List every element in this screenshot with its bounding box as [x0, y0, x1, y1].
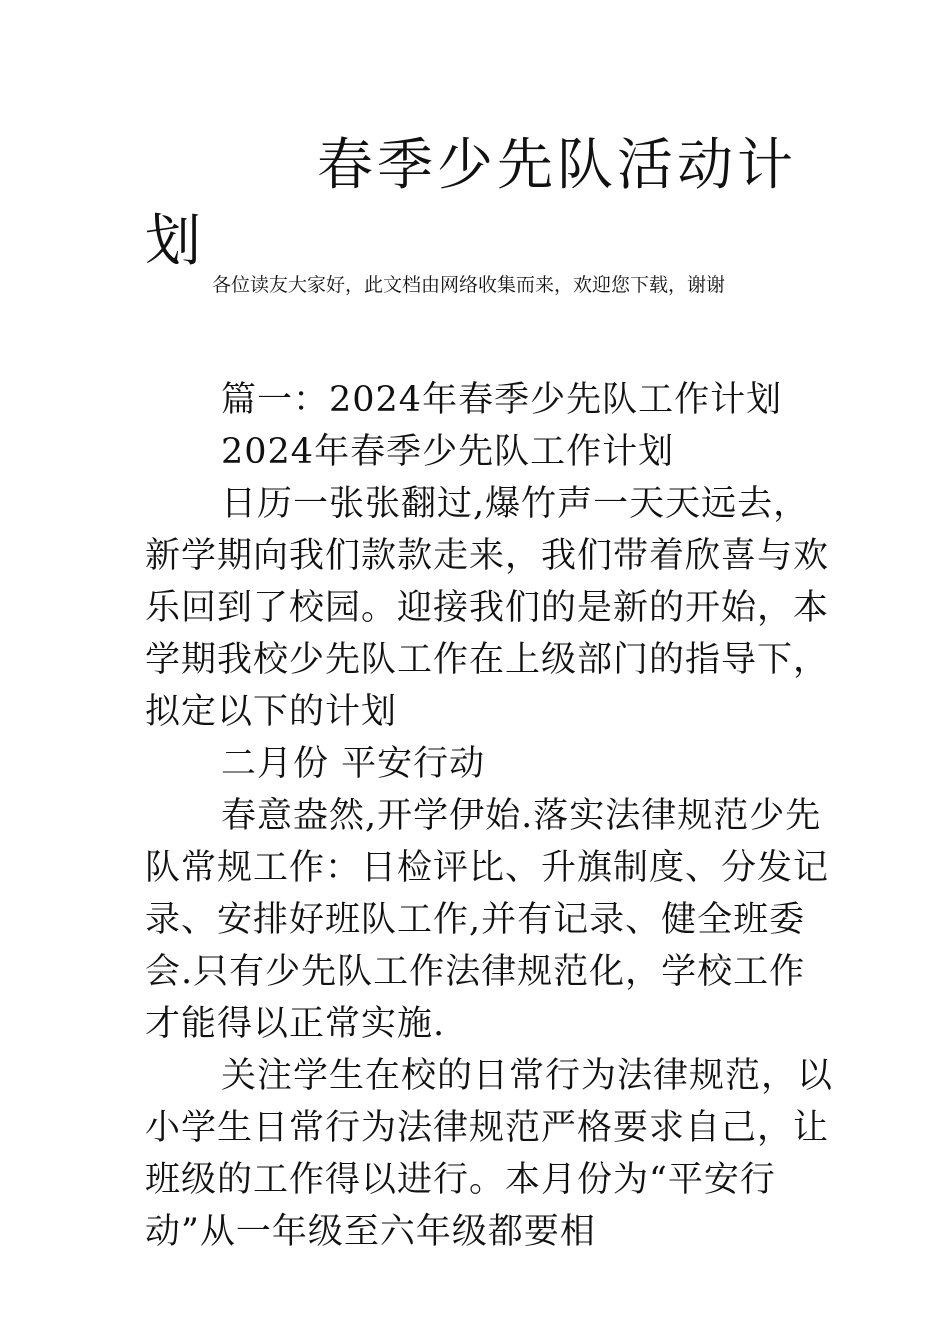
body-paragraph: 春意盎然,开学伊始.落实法律规范少先队常规工作：日检评比、升旗制度、分发记录、安排好班队工作,并有记录、健全班委会.只有少先队工作法律规范化，学校工作才能得以正常实施. — [145, 796, 830, 1044]
document-body — [145, 374, 837, 1258]
month-heading: 二月份 平安行动 — [221, 744, 486, 784]
download-notice: 各位读友大家好，此文档由网络收集而来，欢迎您下载，谢谢 — [212, 274, 726, 296]
body-paragraph: 关注学生在校的日常行为法律规范，以小学生日常行为法律规范严格要求自己，让班级的工作得以进行。本月份为“平安行动”从一年级至六年级都要相 — [145, 1056, 834, 1252]
document-title: 春季少先队活动计划 — [145, 133, 797, 274]
plan-title: 2024年春季少先队工作计划 — [221, 432, 675, 472]
intro-paragraph: 日历一张张翻过,爆竹声一天天远去，新学期向我们款款走来，我们带着欣喜与欢乐回到了校园。迎接我们的是新的开始，本学期我校少先队工作在上级部门的指导下，拟定以下的计划 — [145, 484, 830, 732]
section-heading: 篇一：2024年春季少先队工作计划 — [221, 380, 783, 420]
